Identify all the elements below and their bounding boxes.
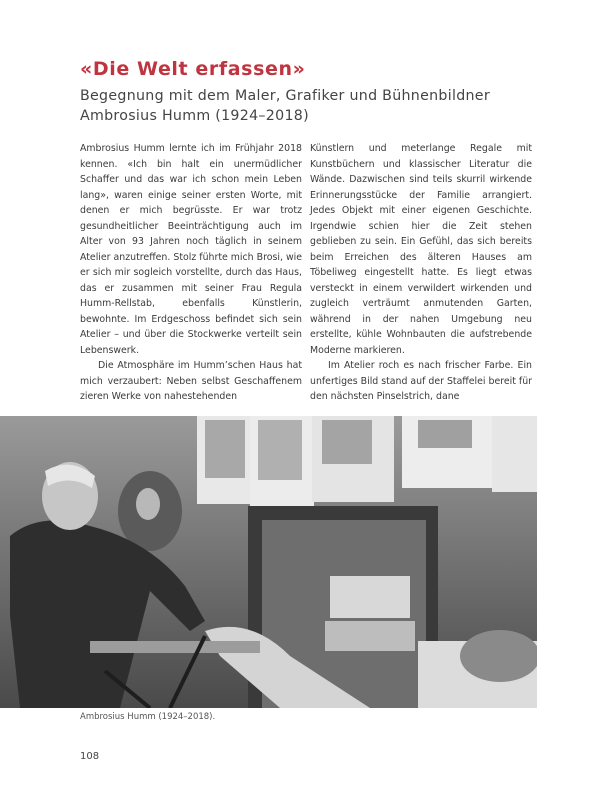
text-column-right	[310, 141, 532, 405]
page-number: 108	[80, 751, 100, 762]
photo-illustration	[0, 416, 537, 708]
article-subtitle	[80, 86, 550, 126]
paragraph: Die Atmosphäre im Humm’schen Haus hat mich verzaubert: Neben selbst Geschaffenem zieren Werke von nahestehenden	[80, 360, 302, 402]
photo-caption: Ambrosius Humm (1924–2018).	[80, 712, 216, 722]
paragraph: Künstlern und meterlange Regale mit Kunstbüchern und klassischer Literatur die Wände. Dazwischen sind teils skurril wirkende Erinnerungsstücke der Familie arrangiert. Jedes Objekt mit einer eigenen Geschichte. Irgendwie schien hier die Zeit stehen geblieben zu sein. Ein Gefühl, das sich bereits beim Erreichen des älteren Hauses am Töbeliweg eingestellt hatte. Es liegt etwas versteckt in einem verwildert wirkenden und zugleich verträumt anmutenden Garten, während in der nahen Umgebung neu erstellte, kühle Wohnbauten die aufstrebende Moderne markieren.	[310, 143, 532, 356]
subtitle-line-2: Ambrosius Humm (1924–2018)	[80, 108, 309, 124]
photo-artist-in-studio	[0, 416, 537, 708]
article-title: «Die Welt erfassen»	[80, 58, 306, 80]
paragraph: Im Atelier roch es nach frischer Farbe. Ein unfertiges Bild stand auf der Staffelei bereit für den nächsten Pinselstrich, dane	[310, 360, 532, 402]
paragraph: Ambrosius Humm lernte ich im Frühjahr 2018 kennen. «Ich bin halt ein unermüdlicher Schaffer und das war ich schon mein Leben lang», waren einige seiner ersten Worte, mit denen er mich begrüsste. Er war trotz gesundheitlicher Beeinträchtigung auch im Alter von 93 Jahren noch täglich in seinem Atelier anzutreffen. Stolz führte mich Brosi, wie er sich mir sogleich vorstellte, durch das Haus, das er zusammen mit seiner Frau Regula Humm-Rellstab, ebenfalls Künstlerin, bewohnte. Im Erdgeschoss befindet sich sein Atelier – und über die Stockwerke verteilt sein Lebenswerk.	[80, 143, 302, 356]
subtitle-line-1: Begegnung mit dem Maler, Grafiker und Bühnenbildner	[80, 88, 490, 104]
text-column-left	[80, 141, 302, 405]
